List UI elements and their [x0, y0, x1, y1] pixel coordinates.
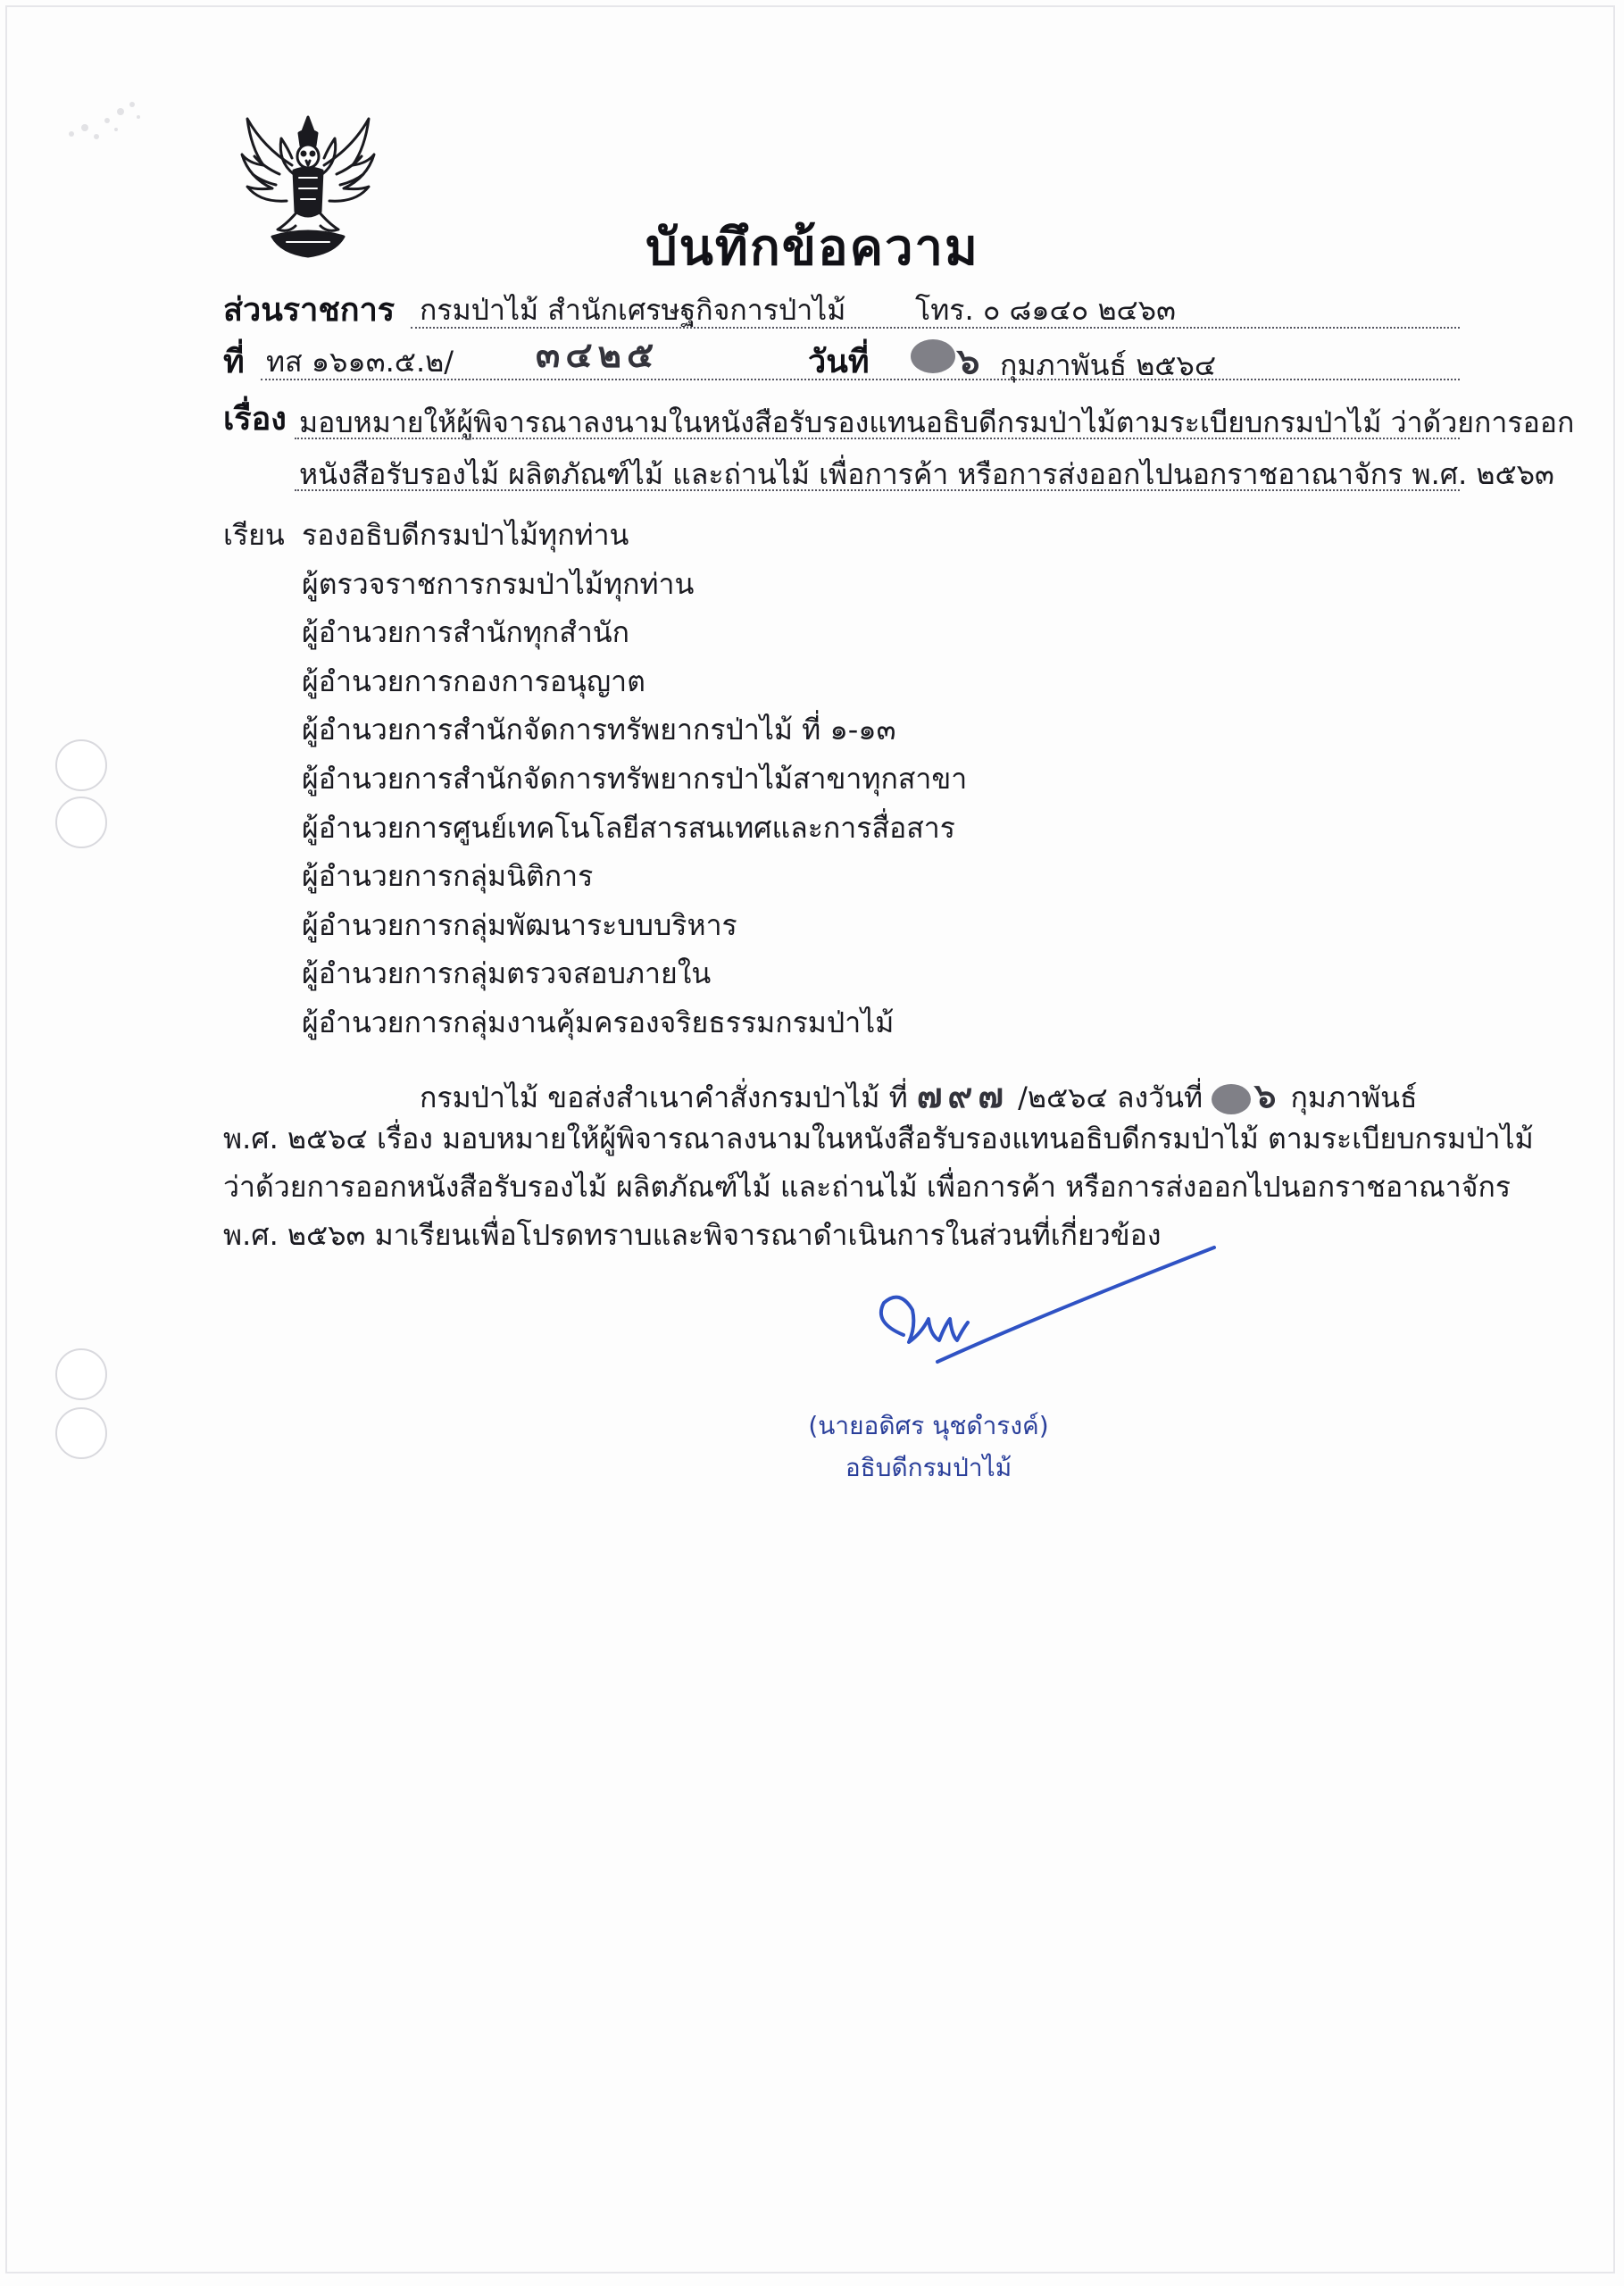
list-item [223, 560, 967, 609]
body-line-2: พ.ศ. ๒๕๖๔ เรื่อง มอบหมายให้ผู้พิจารณาลงนามในหนังสือรับรองแทนอธิบดีกรมป่าไม้ ตามระเบียบกรมป่าไม้ [223, 1122, 1534, 1156]
garuda-emblem-icon [237, 112, 379, 263]
order-number-stamp: ๗๙๗ [916, 1076, 1009, 1115]
list-item [223, 998, 967, 1047]
recipient: ผู้ตรวจราชการกรมป่าไม้ทุกท่าน [302, 566, 695, 601]
ref-row [223, 336, 245, 387]
ref-label: ที่ [223, 344, 245, 380]
punch-hole [55, 797, 107, 848]
subject-label: เรื่อง [223, 401, 287, 438]
punch-hole [55, 1348, 107, 1400]
salutation-label: เรียน [223, 518, 285, 552]
body-line-3: ว่าด้วยการออกหนังสือรับรองไม้ ผลิตภัณฑ์ไม้ และถ่านไม้ เพื่อการค้า หรือการส่งออกไปนอกราชอาณาจักร [223, 1170, 1512, 1204]
list-item [223, 755, 967, 804]
signatory-position: อธิบดีกรมป่าไม้ [845, 1453, 1012, 1482]
dotted-underline [295, 438, 1460, 439]
signatory-name: (นายอดิศร นุชดำรงค์) [808, 1411, 1049, 1440]
recipient: ผู้อำนวยการสำนักทุกสำนัก [302, 615, 630, 650]
dotted-underline [261, 379, 1460, 380]
agency-value: กรมป่าไม้ สำนักเศรษฐกิจการป่าไม้ [420, 293, 846, 327]
recipient: รองอธิบดีกรมป่าไม้ทุกท่าน [302, 518, 629, 552]
date-label: วันที่ [808, 344, 870, 380]
list-item [223, 804, 967, 853]
body-line-4: พ.ศ. ๒๕๖๓ มาเรียนเพื่อโปรดทราบและพิจารณาดำเนินการในส่วนที่เกี่ยวข้อง [223, 1218, 1162, 1252]
scan-smudge [54, 85, 161, 165]
page-title: บันทึกข้อความ [645, 219, 979, 277]
punch-hole [55, 739, 107, 791]
order-day-stamp: ๖ [1254, 1076, 1282, 1115]
date-day-stamp: ๖ [957, 341, 986, 382]
body-line-1-start: กรมป่าไม้ ขอส่งสำเนาคำสั่งกรมป่าไม้ ที่ [420, 1080, 908, 1114]
recipient: ผู้อำนวยการสำนักจัดการทรัพยากรป่าไม้สาขาทุกสาขา [302, 761, 968, 796]
body-line-1 [420, 1068, 1418, 1122]
ref-value: ทส ๑๖๑๓.๕.๒/ [266, 345, 454, 379]
ref-number-stamp: ๓๔๒๕ [536, 335, 660, 376]
order-day-stamp-blot [1212, 1084, 1251, 1114]
date-rest: กุมภาพันธ์ ๒๕๖๔ [1000, 348, 1217, 382]
list-item [223, 608, 967, 657]
phone-value: โทร. ๐ ๘๑๔๐ ๒๔๖๓ [915, 293, 1176, 327]
list-item [223, 657, 967, 706]
list-item [223, 949, 967, 998]
punch-hole [55, 1407, 107, 1459]
recipient: ผู้อำนวยการกลุ่มตรวจสอบภายใน [302, 956, 712, 991]
recipient: ผู้อำนวยการกลุ่มนิติการ [302, 859, 594, 894]
recipient: ผู้อำนวยการกลุ่มงานคุ้มครองจริยธรรมกรมป่าไม้ [302, 1005, 895, 1039]
recipient-list [223, 511, 967, 1047]
recipient: ผู้อำนวยการกลุ่มพัฒนาระบบบริหาร [302, 907, 737, 942]
handwritten-signature [857, 1237, 1232, 1397]
subject-line-1: มอบหมายให้ผู้พิจารณาลงนามในหนังสือรับรองแทนอธิบดีกรมป่าไม้ตามระเบียบกรมป่าไม้ ว่าด้วยการออก [299, 405, 1575, 439]
body-line-1-end: กุมภาพันธ์ [1290, 1080, 1418, 1114]
dotted-underline [295, 489, 1460, 491]
list-item [223, 705, 967, 755]
subject-label-row [223, 393, 287, 444]
date-stamp-blot [911, 339, 955, 373]
body-line-1-mid: /๒๕๖๔ ลงวันที่ [1018, 1080, 1203, 1114]
recipient: ผู้อำนวยการกองการอนุญาต [302, 663, 645, 698]
list-item [223, 901, 967, 950]
list-item [223, 511, 967, 560]
list-item [223, 852, 967, 901]
recipient: ผู้อำนวยการสำนักจัดการทรัพยากรป่าไม้ ที่ ๑-๑๓ [302, 713, 896, 747]
agency-row [223, 284, 395, 335]
subject-line-2: หนังสือรับรองไม้ ผลิตภัณฑ์ไม้ และถ่านไม้ เพื่อการค้า หรือการส่งออกไปนอกราชอาณาจักร พ.ศ. ๒๕๖๓ [299, 457, 1554, 491]
recipient: ผู้อำนวยการศูนย์เทคโนโลยีสารสนเทศและการสื่อสาร [302, 810, 955, 845]
agency-label: ส่วนราชการ [223, 292, 396, 329]
